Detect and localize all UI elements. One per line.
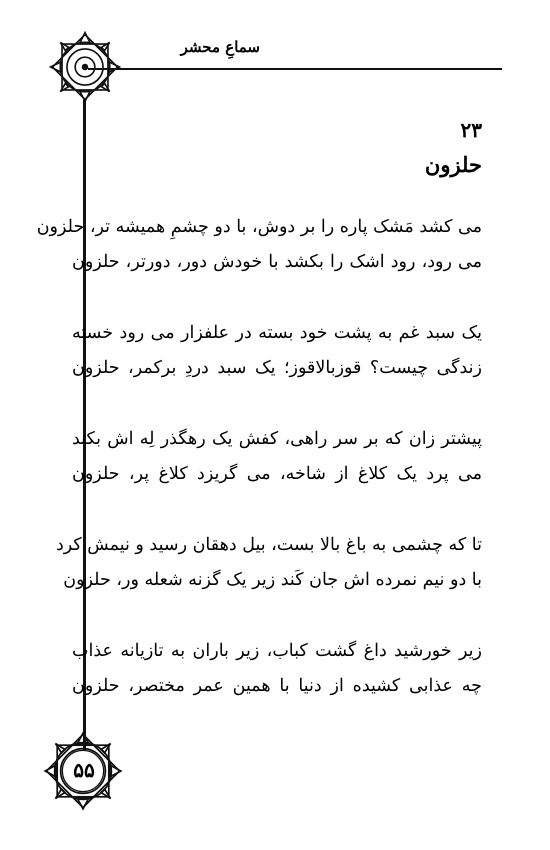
poem-title: حلزون xyxy=(424,152,482,177)
poem-number: ۲۳ xyxy=(460,118,482,142)
rosette-ornament-icon xyxy=(44,26,126,108)
verse-line: زیر خورشید داغ گشت کباب، زیر باران به تازیانه عذاب xyxy=(72,641,482,661)
stanza xyxy=(72,422,482,492)
verse-line: می رود، رود اشک را بکشد با خودش دور، دورتر، حلزون xyxy=(72,252,482,272)
header-rule xyxy=(88,68,502,70)
verse-line: تا که چشمی به باغ بالا بست، بیل دهقان رسید و نیمش کرد xyxy=(55,535,482,555)
verse-line: پیشتر زان که بر سر راهی، کفش یک رهگذر لِه اش بکند xyxy=(72,429,482,449)
page-number: ۵۵ xyxy=(73,758,95,782)
verse-line: چه عذابی کشیده از دنیا با همین عمر مختصر، حلزون xyxy=(72,676,482,696)
stanza xyxy=(36,210,482,280)
verse-line: می پرد یک کلاغ از شاخه، می گریزد کلاغ پر، حلزون xyxy=(72,464,482,484)
verse-line: با دو نیم نمرده اش جان کَند زیر یک گزنه شعله ور، حلزون xyxy=(63,570,482,590)
stanza xyxy=(72,316,482,386)
stanza xyxy=(55,528,482,598)
running-header-title: سماعِ محشر xyxy=(180,38,260,56)
stanza xyxy=(72,634,482,704)
verse-line: می کشد مَشک پاره را بر دوش، با دو چشمِ همیشه تر، حلزون xyxy=(36,217,482,237)
verse-line: زندگی چیست؟ قوزبالاقوز؛ یک سبد دردِ برکمر، حلزون xyxy=(72,358,482,378)
verse-line: یک سبد غم به پشت خود بسته در علفزار می رود خسته xyxy=(72,323,482,343)
